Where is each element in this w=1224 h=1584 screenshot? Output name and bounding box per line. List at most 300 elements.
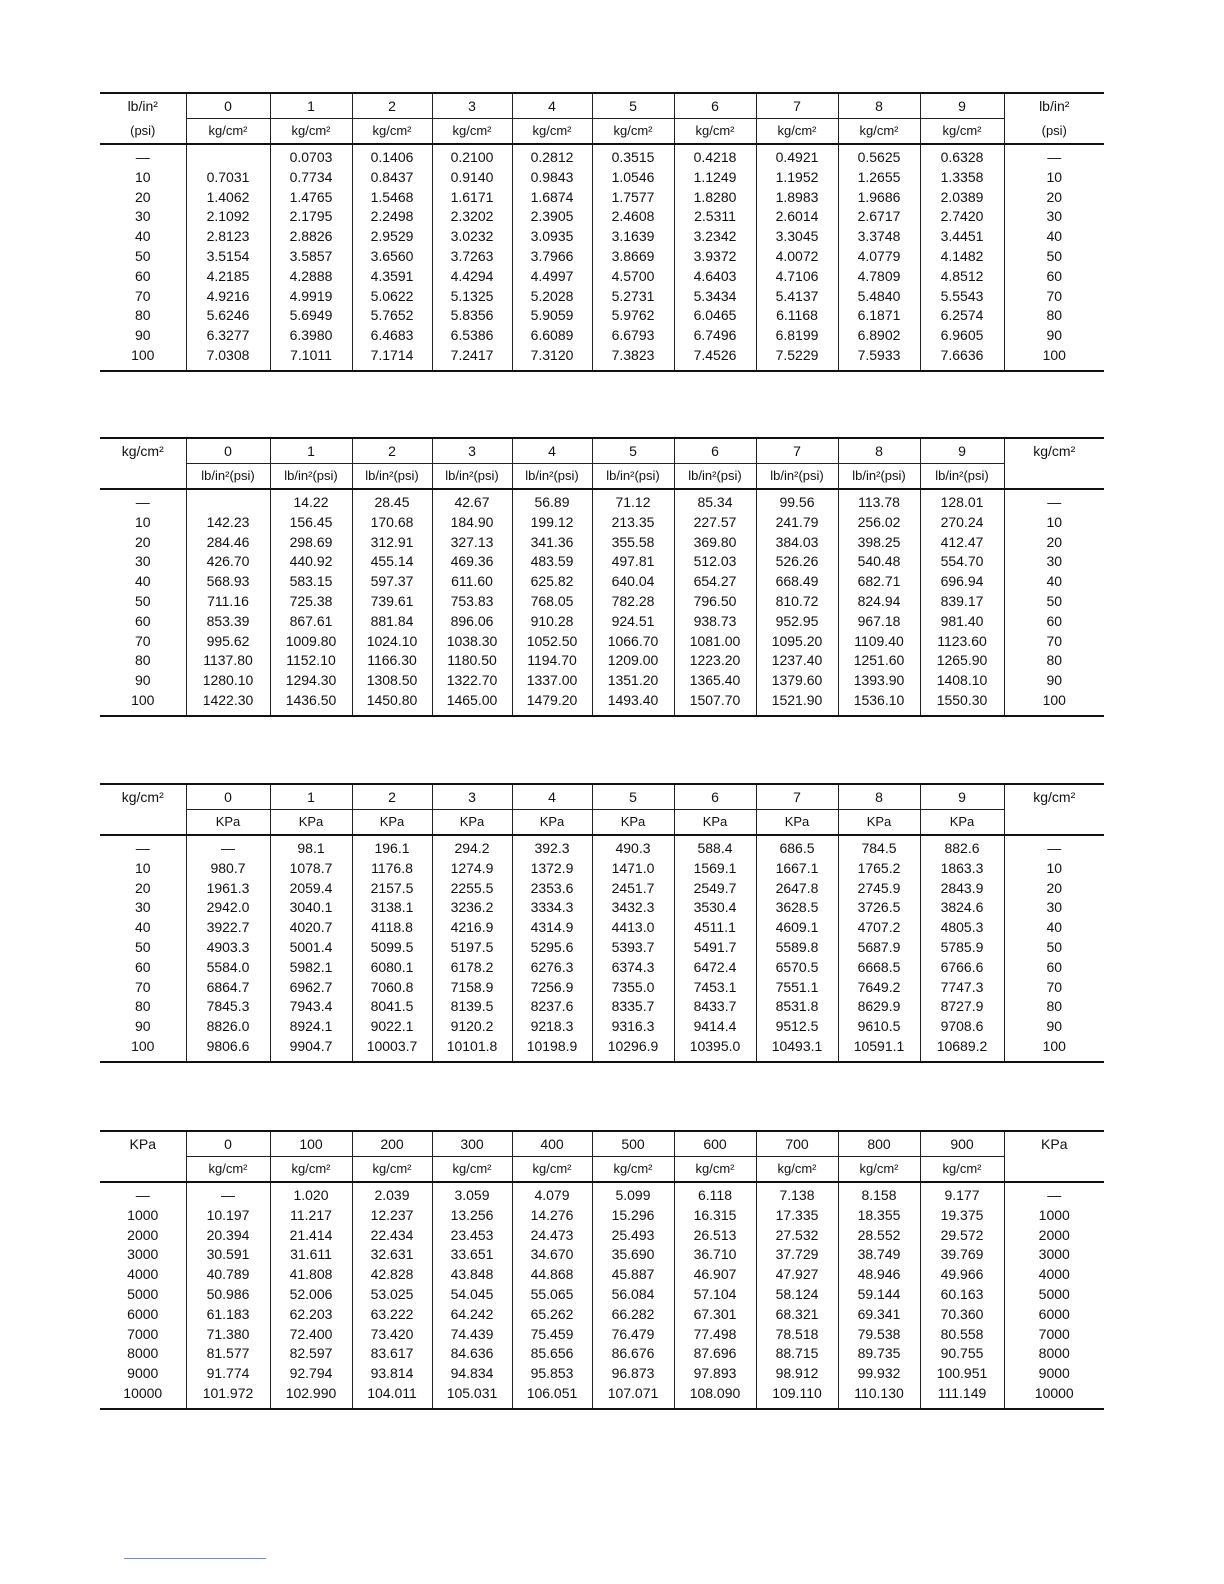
table-cell: 6.0465 (674, 306, 756, 326)
row-label: 80 (1004, 306, 1104, 326)
table-cell: 497.81 (592, 552, 674, 572)
row-label: 80 (134, 652, 151, 669)
table-cell: 3040.1 (270, 898, 352, 918)
row-label: 70 (1004, 287, 1104, 307)
table-row (100, 1245, 1104, 1265)
column-header: 3 (432, 784, 512, 810)
table-cell: 0.7734 (270, 168, 352, 188)
table-row (100, 859, 1104, 879)
column-header: 800 (838, 1131, 920, 1157)
table-cell: 0.1406 (352, 144, 432, 168)
table-cell: 440.92 (270, 552, 352, 572)
column-header: 0 (186, 93, 270, 119)
table-cell: 8139.5 (432, 997, 512, 1017)
table-cell: 6374.3 (592, 958, 674, 978)
column-header: 4 (512, 784, 592, 810)
header-row (100, 438, 1104, 464)
unit-label (1004, 464, 1104, 490)
table-cell: 2157.5 (352, 879, 432, 899)
table-cell: 1081.00 (674, 632, 756, 652)
column-header: kg/cm² (100, 438, 186, 464)
table-cell: 2.1795 (270, 207, 352, 227)
table-cell: 4.4997 (512, 267, 592, 287)
unit-label: kg/cm² (592, 119, 674, 145)
table-cell: 5.8356 (432, 306, 512, 326)
table-cell: 85.656 (512, 1344, 592, 1364)
table-cell: 46.907 (674, 1265, 756, 1285)
table-row (100, 326, 1104, 346)
row-label: 50 (134, 938, 151, 955)
table-cell: 3236.2 (432, 898, 512, 918)
table-cell: 8433.7 (674, 997, 756, 1017)
table-cell: 512.03 (674, 552, 756, 572)
unit-label: kg/cm² (674, 119, 756, 145)
table-cell: 6.3277 (186, 326, 270, 346)
unit-label: (psi) (100, 119, 186, 145)
table-cell: 9218.3 (512, 1017, 592, 1037)
table-cell: 6.3980 (270, 326, 352, 346)
table-cell: 5.9762 (592, 306, 674, 326)
column-header: 4 (512, 93, 592, 119)
table-cell: 7.138 (756, 1182, 838, 1206)
table-cell: 753.83 (432, 592, 512, 612)
table-cell: 184.90 (432, 513, 512, 533)
table-cell: 39.769 (920, 1245, 1004, 1265)
unit-label: kg/cm² (432, 1157, 512, 1183)
table-cell: 42.67 (432, 489, 512, 513)
table-cell: 2647.8 (756, 879, 838, 899)
table-cell: 6570.5 (756, 958, 838, 978)
column-header: lb/in² (100, 93, 186, 119)
table-cell: 0.7031 (186, 168, 270, 188)
table-cell: 9512.5 (756, 1017, 838, 1037)
table-cell: 52.006 (270, 1285, 352, 1305)
table-cell: 426.70 (186, 552, 270, 572)
column-header: 5 (592, 438, 674, 464)
table-cell: 89.735 (838, 1344, 920, 1364)
table-cell: 4413.0 (592, 918, 674, 938)
table-cell: 170.68 (352, 513, 432, 533)
row-label: 10 (1004, 168, 1104, 188)
table-cell: 554.70 (920, 552, 1004, 572)
table-row (100, 533, 1104, 553)
table-cell: 10493.1 (756, 1037, 838, 1062)
column-header: 9 (920, 438, 1004, 464)
table-cell: 1.7577 (592, 188, 674, 208)
table-cell: 1479.20 (512, 691, 592, 716)
table-cell: 97.893 (674, 1364, 756, 1384)
column-header: 2 (352, 784, 432, 810)
table-cell: 25.493 (592, 1226, 674, 1246)
table-cell: 10296.9 (592, 1037, 674, 1062)
table-cell: 5.4840 (838, 287, 920, 307)
table-cell: 6276.3 (512, 958, 592, 978)
table-row (100, 168, 1104, 188)
unit-label: KPa (186, 810, 270, 836)
table-cell: 7.1714 (352, 346, 432, 371)
table-cell: 1372.9 (512, 859, 592, 879)
table-cell: 686.5 (756, 835, 838, 859)
table-cell: 1095.20 (756, 632, 838, 652)
table-cell: 7.5229 (756, 346, 838, 371)
table-cell: 9120.2 (432, 1017, 512, 1037)
table-cell: 2.2498 (352, 207, 432, 227)
table-cell: 711.16 (186, 592, 270, 612)
table-cell: 341.36 (512, 533, 592, 553)
table-cell: 3922.7 (186, 918, 270, 938)
unit-label: KPa (674, 810, 756, 836)
unit-label: kg/cm² (186, 1157, 270, 1183)
column-header: 6 (674, 438, 756, 464)
row-label: 2000 (127, 1226, 159, 1243)
table-cell: 7551.1 (756, 978, 838, 998)
table-cell: 0.8437 (352, 168, 432, 188)
unit-label: KPa (756, 810, 838, 836)
row-label: 100 (100, 346, 186, 371)
column-header: 9 (920, 93, 1004, 119)
unit-label: kg/cm² (512, 119, 592, 145)
table-cell: 2.8123 (186, 227, 270, 247)
table-cell: 739.61 (352, 592, 432, 612)
table-cell: 490.3 (592, 835, 674, 859)
table-cell: 5.1325 (432, 287, 512, 307)
table-cell: 9708.6 (920, 1017, 1004, 1037)
row-label: 90 (134, 672, 151, 689)
table-cell: — (186, 1182, 270, 1206)
table-cell: 1493.40 (592, 691, 674, 716)
table-cell: 14.22 (270, 489, 352, 513)
table-cell: 1166.30 (352, 651, 432, 671)
row-label: — (1004, 144, 1104, 168)
row-label: 9000 (1004, 1364, 1104, 1384)
table-cell: 2.7420 (920, 207, 1004, 227)
table-row (100, 188, 1104, 208)
table-cell: 53.025 (352, 1285, 432, 1305)
table-cell: 1152.10 (270, 651, 352, 671)
table-cell: 1.6171 (432, 188, 512, 208)
table-cell: 60.163 (920, 1285, 1004, 1305)
table-cell: 20.394 (186, 1226, 270, 1246)
table-cell: 1863.3 (920, 859, 1004, 879)
table-cell: 952.95 (756, 612, 838, 632)
table-cell: 4314.9 (512, 918, 592, 938)
row-label: — (135, 494, 150, 510)
unit-label: kg/cm² (920, 119, 1004, 145)
row-label: 100 (1004, 346, 1104, 371)
column-header: 4 (512, 438, 592, 464)
table-cell: 92.794 (270, 1364, 352, 1384)
table-cell: 66.282 (592, 1305, 674, 1325)
table-row (100, 513, 1104, 533)
row-label: 90 (1004, 671, 1104, 691)
table-row (100, 612, 1104, 632)
row-label: 100 (1004, 1037, 1104, 1062)
table-cell: 1.3358 (920, 168, 1004, 188)
table-cell: 3.1639 (592, 227, 674, 247)
table-row (100, 247, 1104, 267)
column-header: 900 (920, 1131, 1004, 1157)
unit-label: KPa (270, 810, 352, 836)
table-row (100, 1285, 1104, 1305)
table-cell: 5.7652 (352, 306, 432, 326)
table-row (100, 1344, 1104, 1364)
table-cell: 327.13 (432, 533, 512, 553)
table-cell: 91.774 (186, 1364, 270, 1384)
table-cell: 77.498 (674, 1325, 756, 1345)
table-row (100, 144, 1104, 168)
unit-label: kg/cm² (270, 1157, 352, 1183)
table-cell: 2.5311 (674, 207, 756, 227)
table-cell: 22.434 (352, 1226, 432, 1246)
table-cell: 2255.5 (432, 879, 512, 899)
unit-label (1004, 810, 1104, 836)
table-cell: 6.1168 (756, 306, 838, 326)
table-cell: 36.710 (674, 1245, 756, 1265)
table-cell: 94.834 (432, 1364, 512, 1384)
table-cell: 0.4921 (756, 144, 838, 168)
table-cell: 640.04 (592, 572, 674, 592)
table-cell: 2059.4 (270, 879, 352, 899)
table-cell: 7256.9 (512, 978, 592, 998)
table-cell: 8924.1 (270, 1017, 352, 1037)
row-label: 100 (100, 691, 186, 716)
table-cell: 70.360 (920, 1305, 1004, 1325)
table-cell: — (186, 835, 270, 859)
table-cell: 54.045 (432, 1285, 512, 1305)
table-cell: 2.0389 (920, 188, 1004, 208)
table-cell: 4.4294 (432, 267, 512, 287)
unit-label: kg/cm² (186, 119, 270, 145)
table-cell: 8041.5 (352, 997, 432, 1017)
table-cell: 0.9140 (432, 168, 512, 188)
table-cell: 1337.00 (512, 671, 592, 691)
table-cell: 3.7966 (512, 247, 592, 267)
table-cell: 1109.40 (838, 632, 920, 652)
table-cell: 10689.2 (920, 1037, 1004, 1062)
table-cell: 526.26 (756, 552, 838, 572)
table-cell: 540.48 (838, 552, 920, 572)
table-cell: 1765.2 (838, 859, 920, 879)
table-cell: 1393.90 (838, 671, 920, 691)
table-cell: 7158.9 (432, 978, 512, 998)
table-cell: 9806.6 (186, 1037, 270, 1062)
column-header: kg/cm² (1004, 438, 1104, 464)
row-label: 50 (1004, 938, 1104, 958)
table-cell: 142.23 (186, 513, 270, 533)
row-label: 10 (134, 513, 151, 530)
table-cell: 213.35 (592, 513, 674, 533)
table-cell: 1.6874 (512, 188, 592, 208)
table-cell: 5982.1 (270, 958, 352, 978)
table-cell: 3.8669 (592, 247, 674, 267)
table-row (100, 1182, 1104, 1206)
unit-label: kg/cm² (838, 119, 920, 145)
row-label: 100 (1004, 691, 1104, 716)
table-cell: 768.05 (512, 592, 592, 612)
table-cell: 4216.9 (432, 918, 512, 938)
table-row (100, 651, 1104, 671)
unit-label: KPa (592, 810, 674, 836)
table-cell: 6.8902 (838, 326, 920, 346)
table-cell: 980.7 (186, 859, 270, 879)
table-cell: 725.38 (270, 592, 352, 612)
row-label: 30 (134, 553, 151, 570)
table-cell: 5.5543 (920, 287, 1004, 307)
table-cell: 69.341 (838, 1305, 920, 1325)
table-cell: 16.315 (674, 1206, 756, 1226)
table-cell: 41.808 (270, 1265, 352, 1285)
column-header: 700 (756, 1131, 838, 1157)
table-cell: 9022.1 (352, 1017, 432, 1037)
column-header: 200 (352, 1131, 432, 1157)
table-cell: 81.577 (186, 1344, 270, 1364)
table-cell: 10198.9 (512, 1037, 592, 1062)
row-label: 30 (1004, 207, 1104, 227)
table-cell: 4.0779 (838, 247, 920, 267)
unit-label: kg/cm² (352, 119, 432, 145)
table-cell: 1137.80 (186, 651, 270, 671)
table-cell: 7.4526 (674, 346, 756, 371)
table-cell: 2.3202 (432, 207, 512, 227)
table-cell: 33.651 (432, 1245, 512, 1265)
table-cell: 37.729 (756, 1245, 838, 1265)
table-cell: 1251.60 (838, 651, 920, 671)
table-cell: 3334.3 (512, 898, 592, 918)
table-row (100, 592, 1104, 612)
table-cell: 597.37 (352, 572, 432, 592)
table-cell: 63.222 (352, 1305, 432, 1325)
table-cell: 483.59 (512, 552, 592, 572)
table-cell: 6962.7 (270, 978, 352, 998)
column-header: 9 (920, 784, 1004, 810)
row-label: 40 (1004, 572, 1104, 592)
unit-label (100, 1157, 186, 1183)
row-label: 6000 (127, 1305, 159, 1322)
table-cell (186, 144, 270, 168)
table-cell: 583.15 (270, 572, 352, 592)
row-label: 50 (1004, 247, 1104, 267)
row-label: 80 (134, 998, 151, 1015)
column-header: 7 (756, 438, 838, 464)
table-cell: 1123.60 (920, 632, 1004, 652)
unit-label (100, 464, 186, 490)
table-row (100, 1226, 1104, 1246)
table-cell: 1280.10 (186, 671, 270, 691)
table-cell: 4609.1 (756, 918, 838, 938)
row-label: 3000 (127, 1246, 159, 1263)
table-cell: 881.84 (352, 612, 432, 632)
table-cell: 99.56 (756, 489, 838, 513)
table-cell: 5584.0 (186, 958, 270, 978)
row-label: — (1004, 835, 1104, 859)
table-row (100, 938, 1104, 958)
table-cell: 107.071 (592, 1384, 674, 1409)
column-header: 300 (432, 1131, 512, 1157)
table-cell: 4.7106 (756, 267, 838, 287)
table-cell: 30.591 (186, 1245, 270, 1265)
table-cell: 4.5700 (592, 267, 674, 287)
table-cell: 896.06 (432, 612, 512, 632)
table-cell: 1.1249 (674, 168, 756, 188)
table-cell: 106.051 (512, 1384, 592, 1409)
header-row (100, 93, 1104, 119)
table-cell: 3.5154 (186, 247, 270, 267)
row-label: 20 (134, 533, 151, 550)
table-row (100, 1305, 1104, 1325)
table-cell: 8237.6 (512, 997, 592, 1017)
row-label: 30 (134, 899, 151, 916)
table-cell: 6766.6 (920, 958, 1004, 978)
table-cell: 9904.7 (270, 1037, 352, 1062)
table-cell: 3.3748 (838, 227, 920, 247)
table-cell: 2843.9 (920, 879, 1004, 899)
table-cell: 17.335 (756, 1206, 838, 1226)
column-header: KPa (1004, 1131, 1104, 1157)
table-cell: 6864.7 (186, 978, 270, 998)
table-cell: 4.2888 (270, 267, 352, 287)
table-cell: 9414.4 (674, 1017, 756, 1037)
table-cell: 1078.7 (270, 859, 352, 879)
column-header: 8 (838, 93, 920, 119)
table-cell: 2549.7 (674, 879, 756, 899)
unit-label (100, 810, 186, 836)
column-header: 0 (186, 438, 270, 464)
units-row (100, 119, 1104, 145)
unit-label: lb/in²(psi) (838, 464, 920, 490)
table-cell: 4.2185 (186, 267, 270, 287)
table-row (100, 1384, 1104, 1409)
row-label: 50 (134, 592, 151, 609)
row-label: 60 (134, 612, 151, 629)
table-row (100, 489, 1104, 513)
table-cell: 384.03 (756, 533, 838, 553)
table-cell: 682.71 (838, 572, 920, 592)
table-cell: 1024.10 (352, 632, 432, 652)
table-cell: 1194.70 (512, 651, 592, 671)
row-label: 40 (1004, 918, 1104, 938)
table-cell: 5393.7 (592, 938, 674, 958)
table-cell: 7943.4 (270, 997, 352, 1017)
table-cell: 3.059 (432, 1182, 512, 1206)
row-label: 70 (134, 287, 151, 304)
row-label: 50 (1004, 592, 1104, 612)
unit-label: kg/cm² (432, 119, 512, 145)
table-cell: 839.17 (920, 592, 1004, 612)
row-label: 5000 (1004, 1285, 1104, 1305)
table-cell: 0.2100 (432, 144, 512, 168)
table-cell: 14.276 (512, 1206, 592, 1226)
table-cell: 7453.1 (674, 978, 756, 998)
table-cell: 78.518 (756, 1325, 838, 1345)
table-cell: 1422.30 (186, 691, 270, 716)
column-header: kg/cm² (1004, 784, 1104, 810)
table-cell: 5.099 (592, 1182, 674, 1206)
table-cell: 93.814 (352, 1364, 432, 1384)
row-label: — (135, 840, 150, 856)
column-header: lb/in² (1004, 93, 1104, 119)
table-cell: 6.2574 (920, 306, 1004, 326)
table-cell: 6080.1 (352, 958, 432, 978)
table-cell: 199.12 (512, 513, 592, 533)
row-label: 70 (1004, 632, 1104, 652)
column-header: 1 (270, 438, 352, 464)
row-label: 20 (134, 879, 151, 896)
table-cell: 79.538 (838, 1325, 920, 1345)
table-cell: 298.69 (270, 533, 352, 553)
table-cell: 1.9686 (838, 188, 920, 208)
unit-label: lb/in²(psi) (756, 464, 838, 490)
table-cell: 967.18 (838, 612, 920, 632)
